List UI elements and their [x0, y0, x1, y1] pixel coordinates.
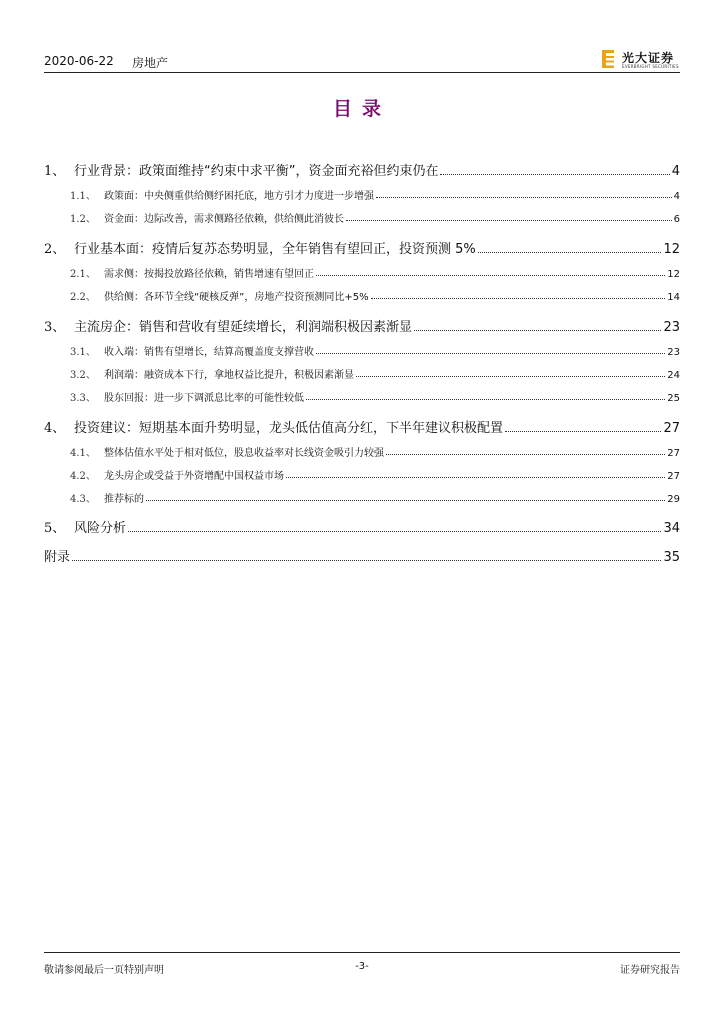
- toc-number: 2.1、: [70, 269, 96, 280]
- dot-leader: [440, 173, 669, 175]
- toc-entry-4[interactable]: [44, 417, 680, 436]
- toc-number: 4、: [44, 421, 66, 436]
- toc-page: 23: [663, 320, 680, 335]
- toc-page: 23: [667, 347, 680, 358]
- toc-number: 1.1、: [70, 191, 96, 202]
- toc-title: 风险分析: [74, 521, 127, 536]
- dot-leader: [346, 219, 672, 221]
- toc-entry-1-1[interactable]: [44, 187, 680, 202]
- toc-page: 14: [667, 292, 680, 303]
- page-number: -3-: [355, 961, 369, 972]
- logo-mark-icon: [602, 50, 616, 68]
- page-footer: [44, 952, 680, 976]
- dot-leader: [414, 329, 661, 331]
- report-type: 证券研究报告: [620, 965, 680, 976]
- toc-title: 行业基本面：疫情后复苏态势明显，全年销售有望回正，投资预测 5%: [74, 242, 476, 257]
- toc-entry-2-1[interactable]: [44, 265, 680, 280]
- dot-leader: [371, 297, 666, 299]
- toc-entry-1-2[interactable]: [44, 210, 680, 225]
- toc-page: 24: [667, 370, 680, 381]
- toc-entry-3-2[interactable]: [44, 366, 680, 381]
- toc-entry-appendix[interactable]: [44, 546, 680, 565]
- dot-leader: [386, 453, 665, 455]
- toc-title: 需求侧：按揭投放路径依赖，销售增速有望回正: [104, 269, 314, 280]
- company-logo: [602, 50, 682, 70]
- toc-number: 4.2、: [70, 471, 96, 482]
- toc-page: 6: [673, 214, 680, 225]
- toc-number: 5、: [44, 521, 66, 536]
- dot-leader: [505, 430, 661, 432]
- toc-number: 4.1、: [70, 448, 96, 459]
- toc-page: 34: [663, 521, 680, 536]
- logo-text-en: EVERBRIGHT SECURITIES: [622, 64, 679, 69]
- toc-title: 供给侧：各环节全线“硬核反弹”，房地产投资预测同比+5%: [104, 292, 369, 303]
- dot-leader: [316, 352, 665, 354]
- toc-number: 2、: [44, 242, 66, 257]
- toc-title: 行业背景：政策面维持“约束中求平衡”，资金面充裕但约束仍在: [74, 164, 439, 179]
- dot-leader: [128, 530, 661, 532]
- toc-title: 推荐标的: [104, 494, 144, 505]
- dot-leader: [356, 375, 665, 377]
- toc-title: 主流房企：销售和营收有望延续增长，利润端积极因素渐显: [74, 320, 413, 335]
- toc-page: 4: [673, 191, 680, 202]
- report-sector: 房地产: [132, 56, 169, 70]
- toc-entry-4-3[interactable]: [44, 490, 680, 505]
- toc-page: 4: [671, 164, 680, 179]
- toc-title: 投资建议：短期基本面升势明显，龙头低估值高分红，下半年建议积极配置: [74, 421, 504, 436]
- toc-title: 龙头房企或受益于外资增配中国权益市场: [104, 471, 284, 482]
- toc-entry-4-2[interactable]: [44, 467, 680, 482]
- toc-page: 27: [663, 421, 680, 436]
- dot-leader: [306, 398, 665, 400]
- toc-entry-3-1[interactable]: [44, 343, 680, 358]
- toc-entry-1[interactable]: [44, 160, 680, 179]
- toc-page: 12: [667, 269, 680, 280]
- toc-page: 35: [663, 550, 680, 565]
- toc-page: 29: [667, 494, 680, 505]
- dot-leader: [316, 274, 665, 276]
- toc-number: 3.1、: [70, 347, 96, 358]
- toc-number: 1、: [44, 164, 66, 179]
- dot-leader: [478, 251, 662, 253]
- toc-entry-2[interactable]: [44, 238, 680, 257]
- toc-number: 3、: [44, 320, 66, 335]
- report-date: 2020-06-22: [44, 54, 114, 68]
- toc-page: 12: [663, 242, 680, 257]
- toc-entry-3[interactable]: [44, 316, 680, 335]
- toc-title: 政策面：中央侧重供给侧纾困托底，地方引才力度进一步增强: [104, 191, 374, 202]
- toc-entry-2-2[interactable]: [44, 288, 680, 303]
- toc-number: 3.3、: [70, 393, 96, 404]
- toc-entry-5[interactable]: [44, 517, 680, 536]
- toc-title: 收入端：销售有望增长，结算高覆盖度支撑营收: [104, 347, 314, 358]
- dot-leader: [146, 499, 665, 501]
- dot-leader: [286, 476, 665, 478]
- toc-number: 1.2、: [70, 214, 96, 225]
- page-header: [44, 50, 680, 74]
- toc-page: 27: [667, 471, 680, 482]
- toc-entry-4-1[interactable]: [44, 444, 680, 459]
- disclaimer-note: 敬请参阅最后一页特别声明: [44, 965, 164, 976]
- header-divider: [44, 72, 680, 73]
- toc-entry-3-3[interactable]: [44, 389, 680, 404]
- toc-page: 25: [667, 393, 680, 404]
- toc-title: 附录: [44, 550, 71, 565]
- toc-number: 4.3、: [70, 494, 96, 505]
- toc-page: 27: [667, 448, 680, 459]
- toc-title: 股东回报：进一步下调派息比率的可能性较低: [104, 393, 304, 404]
- dot-leader: [72, 559, 661, 561]
- toc-title: 利润端：融资成本下行，拿地权益比提升，积极因素渐显: [104, 370, 354, 381]
- toc-number: 3.2、: [70, 370, 96, 381]
- dot-leader: [376, 196, 672, 198]
- toc-title: 整体估值水平处于相对低位，股息收益率对长线资金吸引力较强: [104, 448, 384, 459]
- logo-text-cn: 光大证券: [622, 51, 675, 65]
- toc-number: 2.2、: [70, 292, 96, 303]
- page-title: 目录: [332, 98, 391, 120]
- toc-title: 资金面：边际改善，需求侧路径依赖，供给侧此消彼长: [104, 214, 344, 225]
